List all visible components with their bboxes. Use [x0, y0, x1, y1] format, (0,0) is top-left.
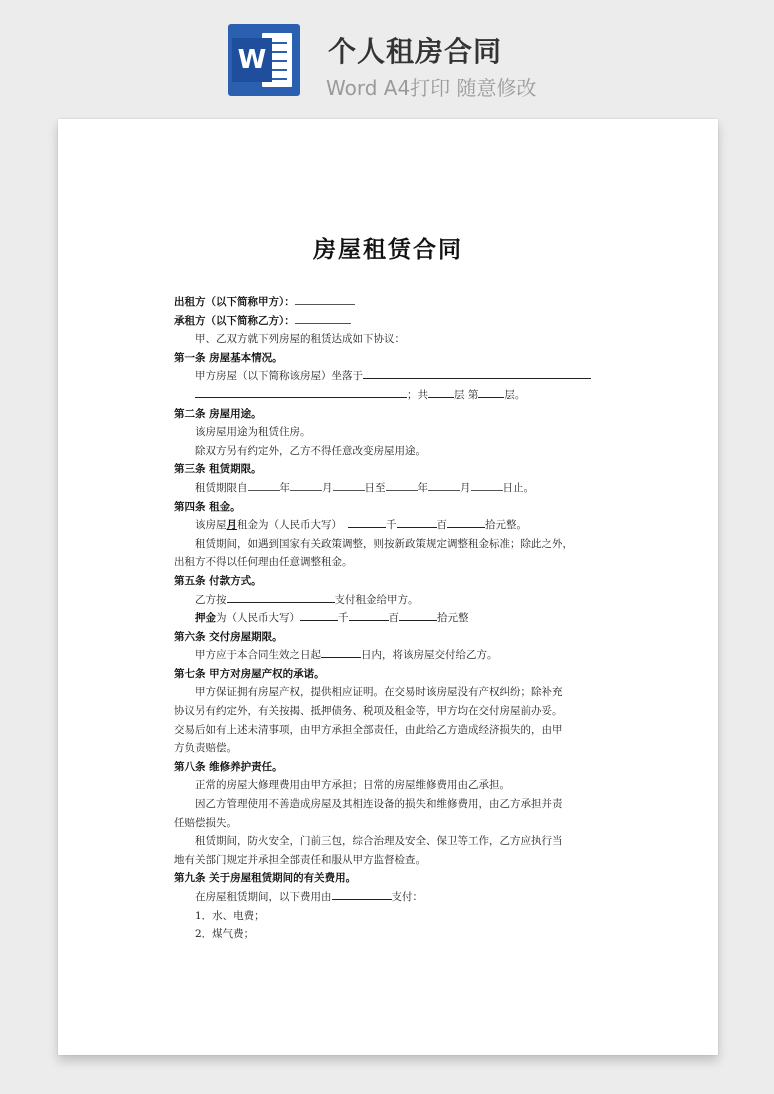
intro-line: 甲、乙双方就下列房屋的租赁达成如下协议：: [195, 333, 405, 346]
lessee-blank: [295, 314, 351, 324]
article-4-heading: 第四条 租金。: [174, 500, 241, 513]
lessee-line: [174, 312, 604, 331]
fee-payer-blank: [332, 888, 392, 900]
article-6-delivery: 甲方应于本合同生效之日起 日内，将该房屋交付给乙方。: [174, 646, 604, 665]
article-2-line-2: 除双方另有约定外，乙方不得任意改变房屋用途。: [195, 444, 426, 457]
article-8-line-3: 任赔偿损失。: [174, 816, 237, 829]
article-7-line-2: 协议另有约定外，有关按揭、抵押债务、税项及租金等，甲方均在交付房屋前办妥。: [174, 705, 563, 718]
article-9-item-1: 1．水、电费；: [195, 909, 265, 922]
article-7-line-4: 方负责赔偿。: [174, 742, 237, 755]
article-3-term: 租赁期限自 年 月 日至 年 月 日止。: [195, 481, 534, 494]
lessor-label: 出租方（以下简称甲方）：: [174, 296, 295, 308]
location-blank-2: [195, 386, 407, 398]
article-7-line-1: 甲方保证拥有房屋产权，提供相应证明。在交易时该房屋没有产权纠纷；除补充: [195, 686, 563, 699]
payment-method-blank: [227, 591, 335, 603]
article-9-heading: 第九条 关于房屋租赁期间的有关费用。: [174, 872, 357, 885]
article-1-location: 甲方房屋（以下简称该房屋）坐落于: [174, 367, 604, 386]
article-8-line-2: 因乙方管理使用不善造成房屋及其相连设备的损失和维修费用，由乙方承担并责: [195, 798, 563, 811]
banner-title: 个人租房合同: [328, 35, 503, 68]
article-2-heading: 第二条 房屋用途。: [174, 407, 262, 420]
lessor-blank: [295, 295, 355, 305]
article-8-line-1: 正常的房屋大修理费用由甲方承担；日常的房屋维修费用由乙承担。: [195, 779, 510, 792]
document-title: 房屋租赁合同: [313, 236, 463, 263]
article-1-floors: ；共 层 第 层。: [174, 386, 604, 405]
banner-subtitle: Word A4打印 随意修改: [326, 76, 537, 100]
article-8-heading: 第八条 维修养护责任。: [174, 760, 283, 773]
article-2-line-1: 该房屋用途为租赁住房。: [195, 426, 311, 439]
floor-number-blank: [478, 386, 504, 398]
article-4-policy-2: 出租方不得以任何理由任意调整租金。: [174, 556, 353, 569]
article-7-heading: 第七条 甲方对房屋产权的承诺。: [174, 667, 325, 680]
article-8-line-4: 租赁期间，防火安全，门前三包，综合治理及安全、保卫等工作，乙方应执行当: [195, 835, 563, 848]
floors-total-blank: [428, 386, 454, 398]
deposit-line: 押金为（人民币大写） 千 百 拾元整: [174, 609, 604, 628]
word-document-icon: [228, 24, 300, 96]
article-5-payment: 乙方按 支付租金给甲方。: [174, 591, 604, 610]
delivery-days-blank: [321, 646, 361, 658]
lessor-line: [174, 293, 604, 312]
word-icon-letter: W: [232, 38, 272, 82]
article-9-fees: 在房屋租赁期间，以下费用由 支付：: [174, 888, 604, 907]
article-9-item-2: 2．煤气费；: [195, 928, 255, 941]
article-1-heading: 第一条 房屋基本情况。: [174, 351, 283, 364]
document-page: [58, 119, 718, 1055]
lessee-label: 承租方（以下简称乙方）：: [174, 314, 295, 327]
article-4-policy-1: 租赁期间，如遇到国家有关政策调整，则按新政策规定调整租金标准；除此之外，: [195, 537, 573, 550]
article-4-rent: 该房屋月租金为（人民币大写） 千 百 拾元整。: [174, 516, 604, 535]
banner: [0, 0, 774, 118]
article-5-heading: 第五条 付款方式。: [174, 574, 262, 587]
document-body: [174, 293, 604, 944]
article-8-line-5: 地有关部门规定并承担全部责任和服从甲方监督检查。: [174, 853, 426, 866]
location-blank: [363, 367, 591, 379]
article-7-line-3: 交易后如有上述未清事项，由甲方承担全部责任，由此给乙方造成经济损失的，由甲: [174, 723, 563, 736]
article-3-heading: 第三条 租赁期限。: [174, 463, 262, 476]
article-6-heading: 第六条 交付房屋期限。: [174, 630, 283, 643]
